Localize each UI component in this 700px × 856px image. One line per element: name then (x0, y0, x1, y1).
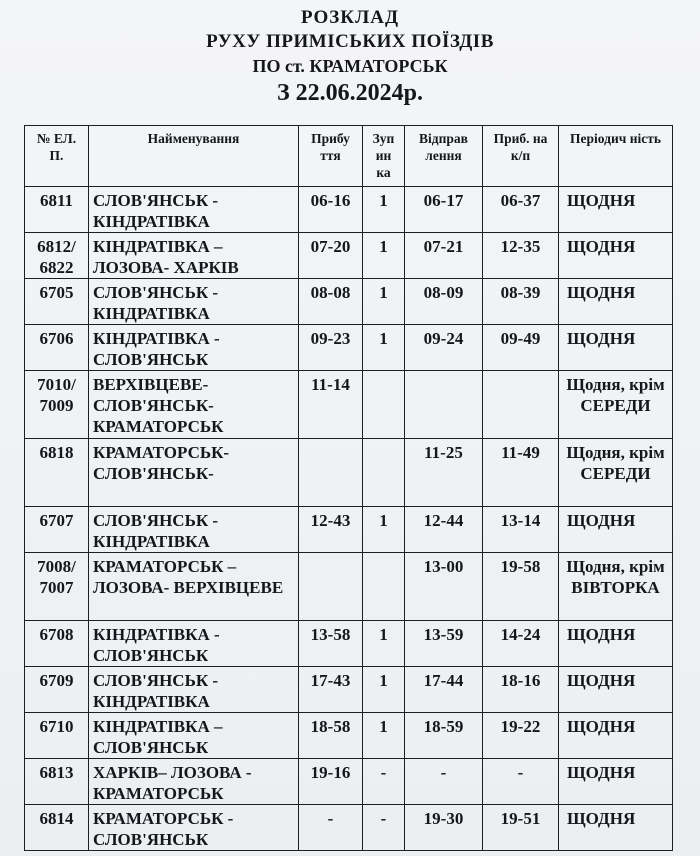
table-row (25, 759, 673, 805)
periodicity: ЩОДНЯ (559, 667, 673, 713)
final-arrival-time: 14-24 (483, 621, 559, 667)
stop-duration: 1 (363, 187, 405, 233)
stop-duration: 1 (363, 507, 405, 553)
table-row (25, 667, 673, 713)
route-name: КІНДРАТІВКА - СЛОВ'ЯНСЬК (89, 621, 299, 667)
stop-duration (363, 553, 405, 621)
final-arrival-time: 06-37 (483, 187, 559, 233)
periodicity: Щодня, крім СЕРЕДИ (559, 439, 673, 507)
train-number: 6709 (25, 667, 89, 713)
train-number: 7010/ 7009 (25, 371, 89, 439)
route-name: КІНДРАТІВКА – ЛОЗОВА- ХАРКІВ (89, 233, 299, 279)
stop-duration (363, 439, 405, 507)
stop-duration: 1 (363, 667, 405, 713)
header-subtitle: РУХУ ПРИМІСЬКИХ ПОЇЗДІВ (206, 31, 494, 52)
periodicity: ЩОДНЯ (559, 507, 673, 553)
arrival-time: 11-14 (299, 371, 363, 439)
departure-time: 19-30 (405, 805, 483, 851)
final-arrival-time: 19-22 (483, 713, 559, 759)
final-arrival-time: 18-16 (483, 667, 559, 713)
periodicity: Щодня, крім СЕРЕДИ (559, 371, 673, 439)
departure-time: 13-59 (405, 621, 483, 667)
stop-duration: 1 (363, 621, 405, 667)
table-row (25, 233, 673, 279)
header-title: РОЗКЛАД (300, 7, 400, 28)
arrival-time: 06-16 (299, 187, 363, 233)
train-number: 7008/ 7007 (25, 553, 89, 621)
route-name: СЛОВ'ЯНСЬК - КІНДРАТІВКА (89, 507, 299, 553)
final-arrival-time: 11-49 (483, 439, 559, 507)
train-number: 6813 (25, 759, 89, 805)
route-name: СЛОВ'ЯНСЬК - КІНДРАТІВКА (89, 187, 299, 233)
arrival-time: 19-16 (299, 759, 363, 805)
col-header-num: № ЕЛ. П. (25, 126, 89, 187)
arrival-time (299, 553, 363, 621)
col-header-periodicity: Періодич ність (559, 126, 673, 187)
departure-time: - (405, 759, 483, 805)
periodicity: ЩОДНЯ (559, 279, 673, 325)
stop-duration: 1 (363, 279, 405, 325)
stop-duration: 1 (363, 713, 405, 759)
table-header-row (25, 126, 673, 187)
departure-time: 18-59 (405, 713, 483, 759)
departure-time: 13-00 (405, 553, 483, 621)
stop-duration: 1 (363, 233, 405, 279)
route-name: СЛОВ'ЯНСЬК - КІНДРАТІВКА (89, 279, 299, 325)
table-row (25, 553, 673, 621)
stop-duration (363, 371, 405, 439)
train-number: 6708 (25, 621, 89, 667)
departure-time: 08-09 (405, 279, 483, 325)
train-number: 6814 (25, 805, 89, 851)
arrival-time: 08-08 (299, 279, 363, 325)
table-row (25, 371, 673, 439)
col-header-departure: Відправ лення (405, 126, 483, 187)
route-name: КІНДРАТІВКА – СЛОВ'ЯНСЬК (89, 713, 299, 759)
route-name: СЛОВ'ЯНСЬК - КІНДРАТІВКА (89, 667, 299, 713)
route-name: ВЕРХІВЦЕВЕ- СЛОВ'ЯНСЬК- КРАМАТОРСЬК (89, 371, 299, 439)
table-row (25, 187, 673, 233)
arrival-time: 17-43 (299, 667, 363, 713)
final-arrival-time: 13-14 (483, 507, 559, 553)
table-row (25, 325, 673, 371)
departure-time: 17-44 (405, 667, 483, 713)
periodicity: ЩОДНЯ (559, 713, 673, 759)
periodicity: ЩОДНЯ (559, 187, 673, 233)
table-row (25, 805, 673, 851)
table-row (25, 439, 673, 507)
route-name: КРАМАТОРСЬК – ЛОЗОВА- ВЕРХІВЦЕВЕ (89, 553, 299, 621)
arrival-time: 13-58 (299, 621, 363, 667)
route-name: КРАМАТОРСЬК - СЛОВ'ЯНСЬК (89, 805, 299, 851)
final-arrival-time: 09-49 (483, 325, 559, 371)
train-number: 6818 (25, 439, 89, 507)
arrival-time: - (299, 805, 363, 851)
route-name: ХАРКІВ– ЛОЗОВА - КРАМАТОРСЬК (89, 759, 299, 805)
periodicity: ЩОДНЯ (559, 325, 673, 371)
arrival-time: 18-58 (299, 713, 363, 759)
train-number: 6707 (25, 507, 89, 553)
departure-time (405, 371, 483, 439)
schedule-header (0, 6, 700, 108)
arrival-time (299, 439, 363, 507)
stop-duration: 1 (363, 325, 405, 371)
schedule-table (24, 125, 673, 851)
periodicity: ЩОДНЯ (559, 621, 673, 667)
col-header-stop: Зуп ин ка (363, 126, 405, 187)
departure-time: 12-44 (405, 507, 483, 553)
final-arrival-time: 12-35 (483, 233, 559, 279)
final-arrival-time: 08-39 (483, 279, 559, 325)
final-arrival-time: - (483, 759, 559, 805)
col-header-final-arrival: Приб. на к/п (483, 126, 559, 187)
train-number: 6705 (25, 279, 89, 325)
train-number: 6812/ 6822 (25, 233, 89, 279)
departure-time: 07-21 (405, 233, 483, 279)
arrival-time: 12-43 (299, 507, 363, 553)
train-number: 6706 (25, 325, 89, 371)
stop-duration: - (363, 805, 405, 851)
table-row (25, 507, 673, 553)
table-row (25, 279, 673, 325)
departure-time: 11-25 (405, 439, 483, 507)
train-number: 6710 (25, 713, 89, 759)
final-arrival-time: 19-58 (483, 553, 559, 621)
departure-time: 06-17 (405, 187, 483, 233)
route-name: КРАМАТОРСЬК- СЛОВ'ЯНСЬК- (89, 439, 299, 507)
arrival-time: 09-23 (299, 325, 363, 371)
periodicity: Щодня, крім ВІВТОРКА (559, 553, 673, 621)
header-station: ПО ст. КРАМАТОРСЬК (252, 56, 448, 76)
departure-time: 09-24 (405, 325, 483, 371)
col-header-name: Найменування (89, 126, 299, 187)
header-date: З 22.06.2024р. (276, 80, 423, 106)
col-header-arrival: Прибу ття (299, 126, 363, 187)
periodicity: ЩОДНЯ (559, 805, 673, 851)
table-row (25, 621, 673, 667)
arrival-time: 07-20 (299, 233, 363, 279)
periodicity: ЩОДНЯ (559, 759, 673, 805)
train-number: 6811 (25, 187, 89, 233)
route-name: КІНДРАТІВКА - СЛОВ'ЯНСЬК (89, 325, 299, 371)
periodicity: ЩОДНЯ (559, 233, 673, 279)
stop-duration: - (363, 759, 405, 805)
final-arrival-time: 19-51 (483, 805, 559, 851)
final-arrival-time (483, 371, 559, 439)
table-row (25, 713, 673, 759)
